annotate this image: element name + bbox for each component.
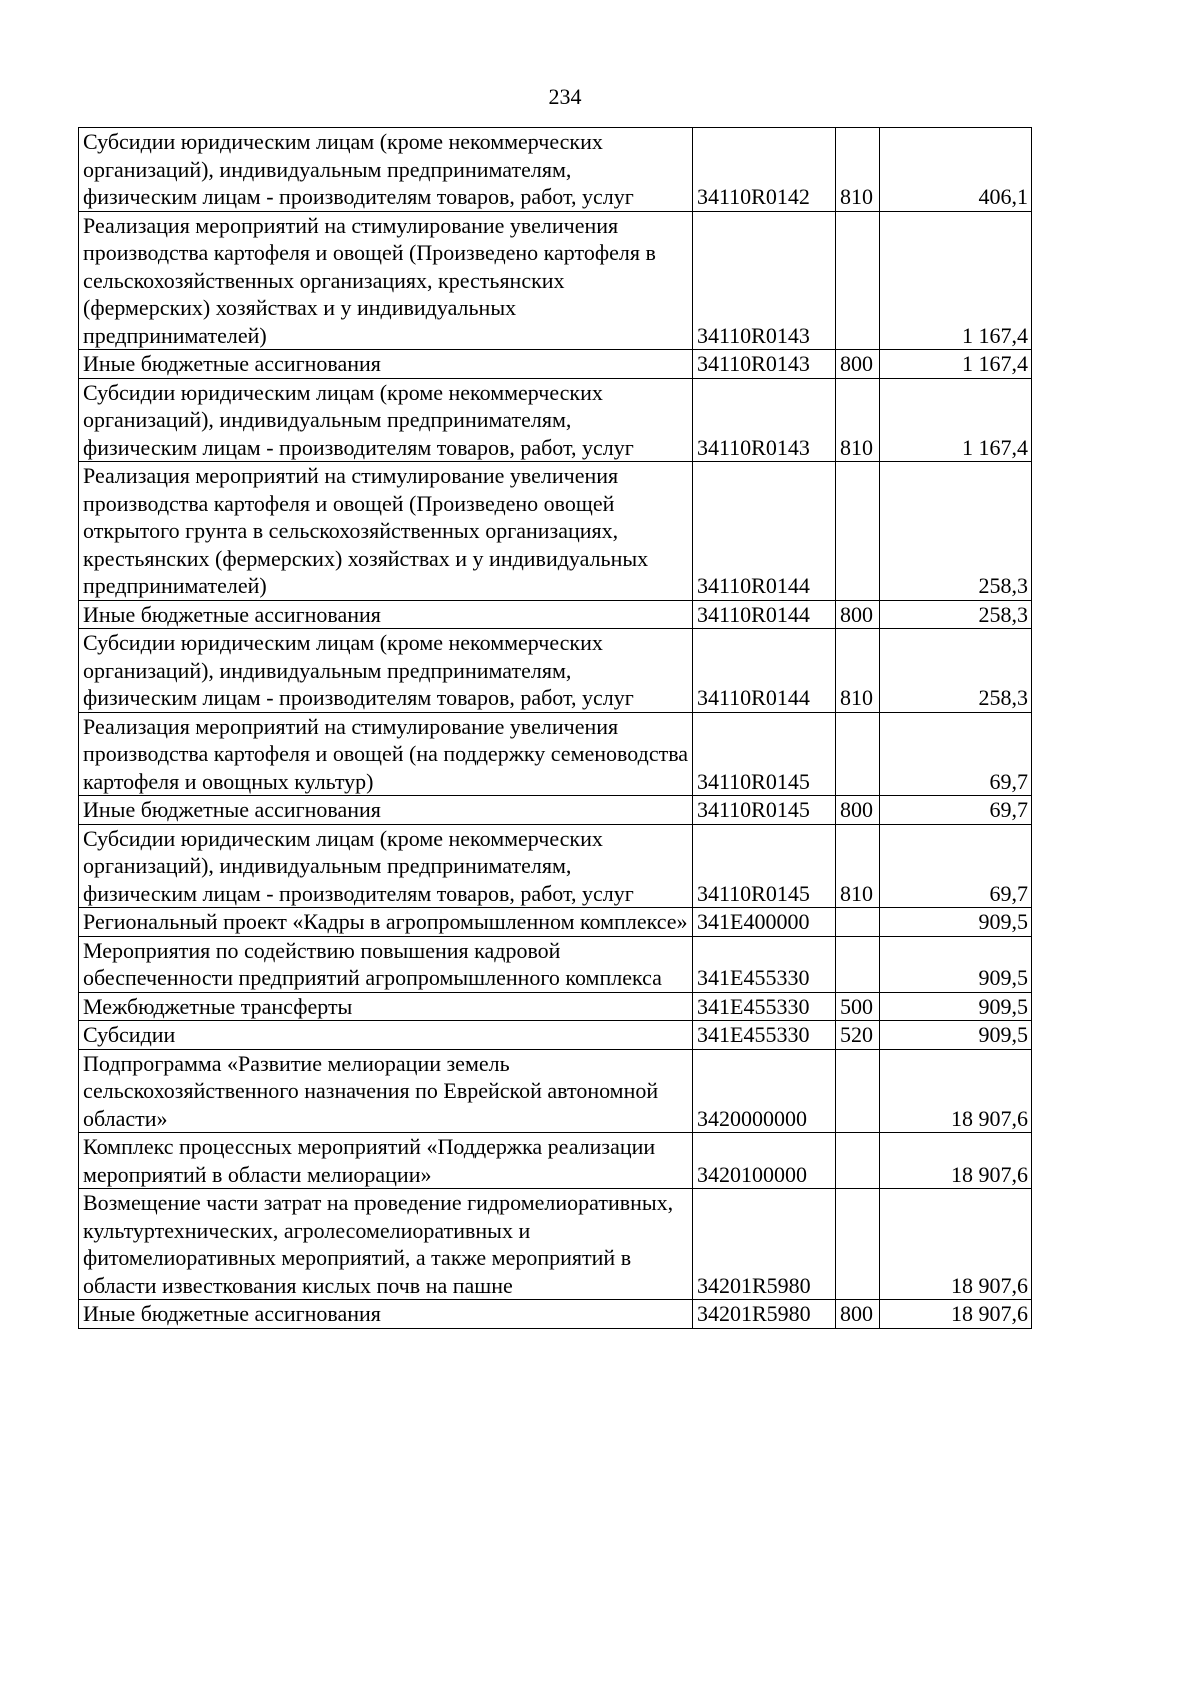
expense-type-cell <box>836 1189 880 1300</box>
expense-type-cell: 800 <box>836 796 880 825</box>
table-row <box>79 1133 1032 1189</box>
expense-type-cell: 800 <box>836 600 880 629</box>
expense-type-cell: 500 <box>836 992 880 1021</box>
expense-type-cell: 800 <box>836 1300 880 1329</box>
amount-cell: 18 907,6 <box>880 1133 1032 1189</box>
amount-cell: 69,7 <box>880 796 1032 825</box>
target-article-code-cell: 34110R0143 <box>693 211 836 350</box>
target-article-code-cell: 34110R0144 <box>693 462 836 601</box>
table-row <box>79 600 1032 629</box>
row-name-cell: Субсидии юридическим лицам (кроме некоммерческих организаций), индивидуальным предпринимателям, физическим лицам - производителям товаров, работ, услуг <box>79 378 693 462</box>
target-article-code-cell: 34110R0142 <box>693 128 836 212</box>
expense-type-cell: 800 <box>836 350 880 379</box>
row-name-cell: Подпрограмма «Развитие мелиорации земель сельскохозяйственного назначения по Еврейской автономной области» <box>79 1049 693 1133</box>
table-row <box>79 1189 1032 1300</box>
target-article-code-cell: 34110R0145 <box>693 824 836 908</box>
target-article-code-cell: 341E455330 <box>693 992 836 1021</box>
amount-cell: 18 907,6 <box>880 1049 1032 1133</box>
target-article-code-cell: 34201R5980 <box>693 1189 836 1300</box>
row-name-cell: Субсидии <box>79 1021 693 1050</box>
expense-type-cell: 810 <box>836 629 880 713</box>
table-row <box>79 908 1032 937</box>
table-row <box>79 824 1032 908</box>
expense-type-cell: 810 <box>836 824 880 908</box>
table-row <box>79 936 1032 992</box>
expense-type-cell <box>836 936 880 992</box>
row-name-cell: Комплекс процессных мероприятий «Поддержка реализации мероприятий в области мелиорации» <box>79 1133 693 1189</box>
expense-type-cell <box>836 1133 880 1189</box>
expense-type-cell <box>836 1049 880 1133</box>
expense-type-cell: 810 <box>836 128 880 212</box>
amount-cell: 69,7 <box>880 824 1032 908</box>
row-name-cell: Реализация мероприятий на стимулирование увеличения производства картофеля и овощей (Произведено овощей открытого грунта в сельскохозяйственных организациях, крестьянских (фермерских) хозяйствах и у индивидуальных предпринимателей) <box>79 462 693 601</box>
target-article-code-cell: 34110R0144 <box>693 600 836 629</box>
table-row <box>79 378 1032 462</box>
table-row <box>79 1049 1032 1133</box>
expense-type-cell: 810 <box>836 378 880 462</box>
target-article-code-cell: 34110R0143 <box>693 350 836 379</box>
table-row <box>79 211 1032 350</box>
table-row <box>79 629 1032 713</box>
expense-type-cell: 520 <box>836 1021 880 1050</box>
amount-cell: 909,5 <box>880 992 1032 1021</box>
amount-cell: 1 167,4 <box>880 350 1032 379</box>
table-row <box>79 1300 1032 1329</box>
page-number: 234 <box>548 84 582 109</box>
amount-cell: 258,3 <box>880 629 1032 713</box>
table-row <box>79 992 1032 1021</box>
amount-cell: 909,5 <box>880 908 1032 937</box>
row-name-cell: Субсидии юридическим лицам (кроме некоммерческих организаций), индивидуальным предпринимателям, физическим лицам - производителям товаров, работ, услуг <box>79 128 693 212</box>
row-name-cell: Мероприятия по содействию повышения кадровой обеспеченности предприятий агропромышленного комплекса <box>79 936 693 992</box>
amount-cell: 406,1 <box>880 128 1032 212</box>
target-article-code-cell: 341E400000 <box>693 908 836 937</box>
row-name-cell: Региональный проект «Кадры в агропромышленном комплексе» <box>79 908 693 937</box>
amount-cell: 18 907,6 <box>880 1300 1032 1329</box>
target-article-code-cell: 341E455330 <box>693 936 836 992</box>
expense-type-cell <box>836 462 880 601</box>
target-article-code-cell: 34110R0145 <box>693 712 836 796</box>
table-row <box>79 350 1032 379</box>
table-row <box>79 712 1032 796</box>
expense-type-cell <box>836 712 880 796</box>
amount-cell: 69,7 <box>880 712 1032 796</box>
amount-cell: 258,3 <box>880 462 1032 601</box>
target-article-code-cell: 34110R0144 <box>693 629 836 713</box>
amount-cell: 1 167,4 <box>880 211 1032 350</box>
amount-cell: 258,3 <box>880 600 1032 629</box>
amount-cell: 909,5 <box>880 1021 1032 1050</box>
target-article-code-cell: 34110R0145 <box>693 796 836 825</box>
table-row <box>79 796 1032 825</box>
budget-table-body <box>79 128 1032 1329</box>
row-name-cell: Иные бюджетные ассигнования <box>79 600 693 629</box>
amount-cell: 1 167,4 <box>880 378 1032 462</box>
target-article-code-cell: 3420100000 <box>693 1133 836 1189</box>
row-name-cell: Иные бюджетные ассигнования <box>79 1300 693 1329</box>
target-article-code-cell: 34110R0143 <box>693 378 836 462</box>
table-row <box>79 128 1032 212</box>
target-article-code-cell: 3420000000 <box>693 1049 836 1133</box>
target-article-code-cell: 341E455330 <box>693 1021 836 1050</box>
target-article-code-cell: 34201R5980 <box>693 1300 836 1329</box>
row-name-cell: Реализация мероприятий на стимулирование увеличения производства картофеля и овощей (на поддержку семеноводства картофеля и овощных культур) <box>79 712 693 796</box>
row-name-cell: Межбюджетные трансферты <box>79 992 693 1021</box>
amount-cell: 909,5 <box>880 936 1032 992</box>
table-row <box>79 462 1032 601</box>
row-name-cell: Иные бюджетные ассигнования <box>79 350 693 379</box>
budget-table <box>78 127 1032 1329</box>
table-row <box>79 1021 1032 1050</box>
row-name-cell: Субсидии юридическим лицам (кроме некоммерческих организаций), индивидуальным предпринимателям, физическим лицам - производителям товаров, работ, услуг <box>79 629 693 713</box>
expense-type-cell <box>836 908 880 937</box>
amount-cell: 18 907,6 <box>880 1189 1032 1300</box>
row-name-cell: Реализация мероприятий на стимулирование увеличения производства картофеля и овощей (Произведено картофеля в сельскохозяйственных организациях, крестьянских (фермерских) хозяйствах и у индивидуальных предпринимателей) <box>79 211 693 350</box>
expense-type-cell <box>836 211 880 350</box>
row-name-cell: Субсидии юридическим лицам (кроме некоммерческих организаций), индивидуальным предпринимателям, физическим лицам - производителям товаров, работ, услуг <box>79 824 693 908</box>
row-name-cell: Возмещение части затрат на проведение гидромелиоративных, культуртехнических, агролесомелиоративных и фитомелиоративных мероприятий, а также мероприятий в области известкования кислых почв на пашне <box>79 1189 693 1300</box>
row-name-cell: Иные бюджетные ассигнования <box>79 796 693 825</box>
